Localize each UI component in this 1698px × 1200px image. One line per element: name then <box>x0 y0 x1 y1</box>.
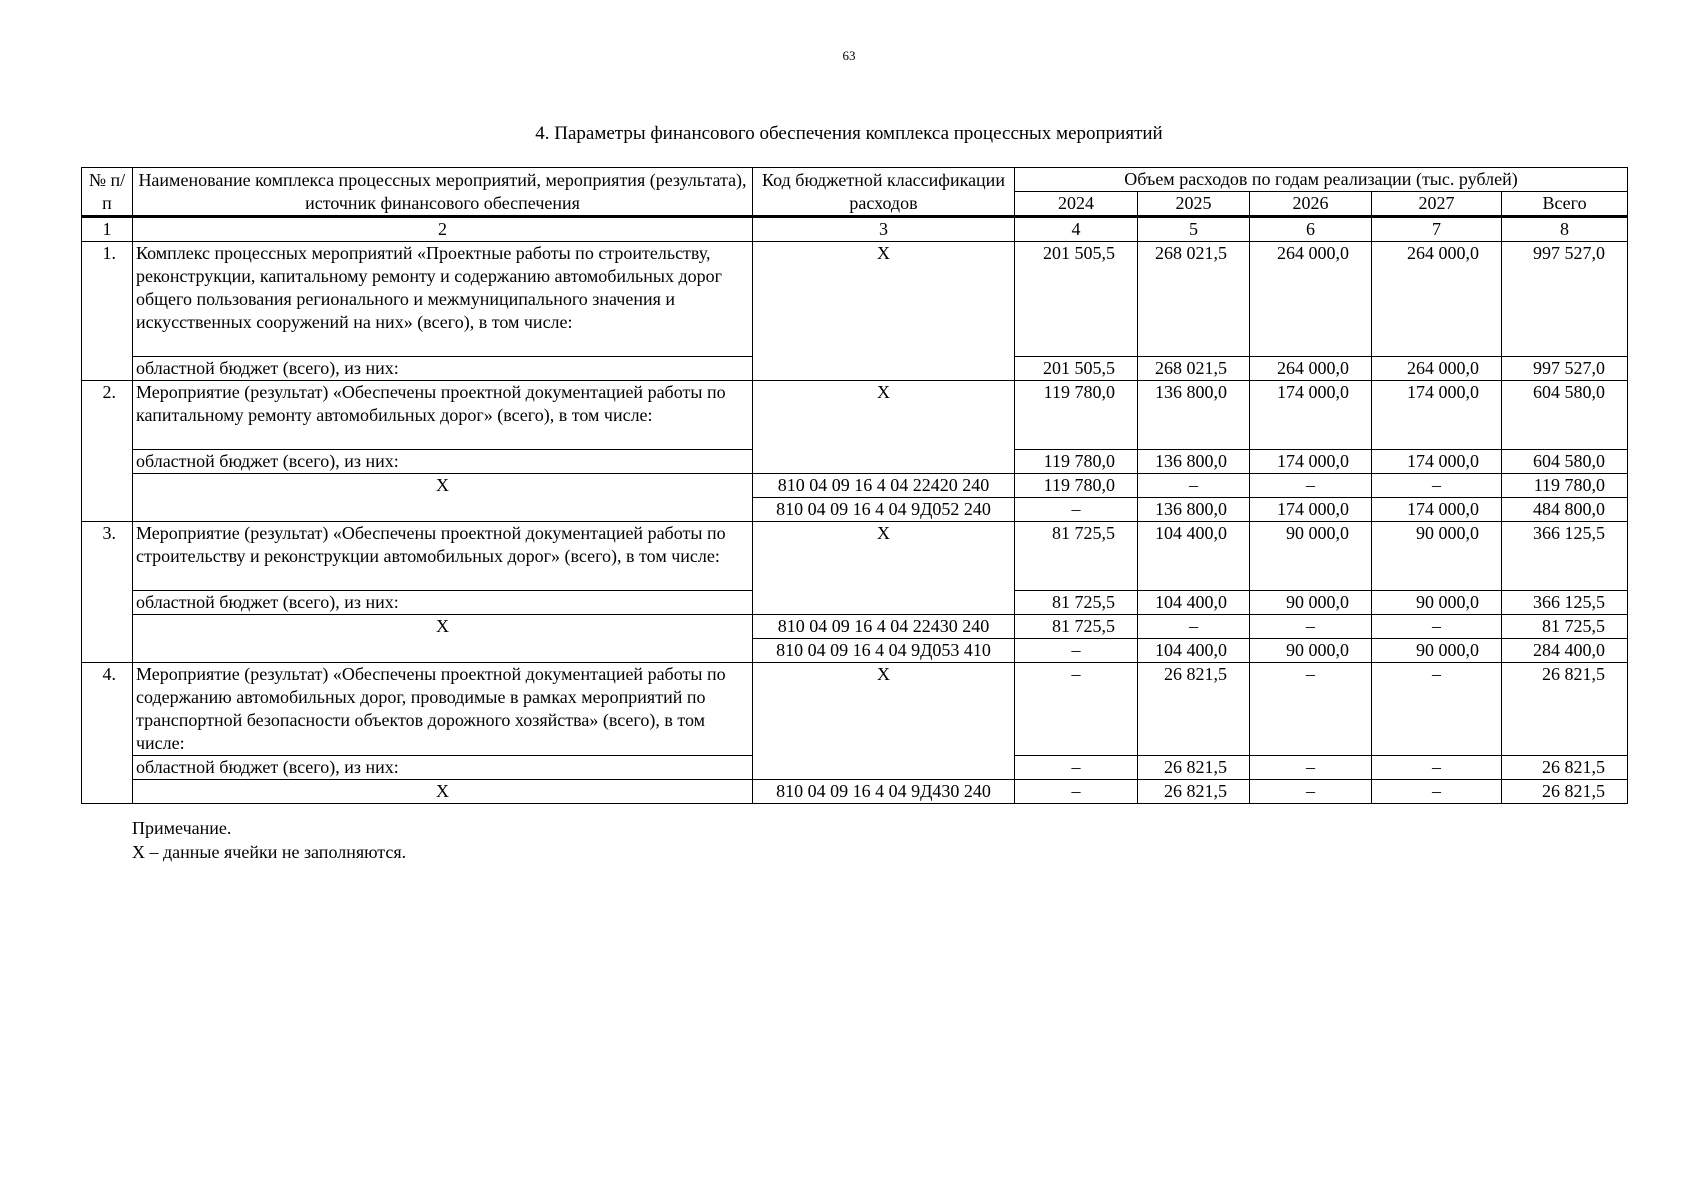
column-number: 3 <box>753 217 1015 242</box>
value-cell: – <box>1138 474 1250 498</box>
value-cell: – <box>1250 474 1372 498</box>
header-code: Код бюджетной классификации расходов <box>753 168 1015 217</box>
value-cell: 136 800,0 <box>1138 381 1250 450</box>
value-cell: 26 821,5 <box>1138 756 1250 780</box>
table-row <box>82 381 1628 450</box>
row-number: 2. <box>82 381 133 522</box>
notes <box>132 816 406 864</box>
value-cell: – <box>1015 780 1138 804</box>
value-cell: – <box>1372 615 1502 639</box>
value-cell: – <box>1372 756 1502 780</box>
value-cell: – <box>1372 663 1502 756</box>
value-cell: – <box>1250 615 1372 639</box>
value-cell: 264 000,0 <box>1372 357 1502 381</box>
table-row <box>82 615 1628 639</box>
value-cell: – <box>1138 615 1250 639</box>
value-cell: 174 000,0 <box>1372 498 1502 522</box>
value-cell: 26 821,5 <box>1502 663 1628 756</box>
value-cell: 104 400,0 <box>1138 639 1250 663</box>
row-name: Мероприятие (результат) «Обеспечены проектной документацией работы по содержанию автомобильных дорог, проводимые в рамках мероприятий по транспортной безопасности объектов дорожного хозяйства» (всего), в том числе: <box>133 663 753 756</box>
value-cell: 26 821,5 <box>1138 780 1250 804</box>
value-cell: – <box>1250 663 1372 756</box>
value-cell: 81 725,5 <box>1015 615 1138 639</box>
value-cell: 119 780,0 <box>1015 474 1138 498</box>
header-year: 2027 <box>1372 192 1502 217</box>
value-cell: 997 527,0 <box>1502 357 1628 381</box>
value-cell: 174 000,0 <box>1250 498 1372 522</box>
value-cell: 104 400,0 <box>1138 591 1250 615</box>
row-name: Комплекс процессных мероприятий «Проектные работы по строительству, реконструкции, капитальному ремонту и содержанию автомобильных дорог общего пользования регионального и межмуниципального значения и искусственных сооружений на них» (всего), в том числе: <box>133 242 753 357</box>
value-cell: – <box>1015 639 1138 663</box>
value-cell: 119 780,0 <box>1015 450 1138 474</box>
header-total: Всего <box>1502 192 1628 217</box>
row-code: X <box>753 522 1015 615</box>
value-cell: 284 400,0 <box>1502 639 1628 663</box>
sub-label: X <box>133 615 753 663</box>
value-cell: – <box>1250 780 1372 804</box>
value-cell: 997 527,0 <box>1502 242 1628 357</box>
row-code: X <box>753 381 1015 474</box>
budget-code: 810 04 09 16 4 04 9Д052 240 <box>753 498 1015 522</box>
value-cell: – <box>1015 756 1138 780</box>
header-volume: Объем расходов по годам реализации (тыс. рублей) <box>1015 168 1628 192</box>
column-number: 6 <box>1250 217 1372 242</box>
value-cell: 90 000,0 <box>1250 591 1372 615</box>
budget-code: 810 04 09 16 4 04 22430 240 <box>753 615 1015 639</box>
value-cell: 119 780,0 <box>1502 474 1628 498</box>
header-num: № п/п <box>82 168 133 217</box>
value-cell: 90 000,0 <box>1372 522 1502 591</box>
value-cell: 264 000,0 <box>1372 242 1502 357</box>
budget-label: областной бюджет (всего), из них: <box>133 591 753 615</box>
value-cell: 81 725,5 <box>1015 591 1138 615</box>
value-cell: 484 800,0 <box>1502 498 1628 522</box>
sub-label: X <box>133 474 753 522</box>
value-cell: 174 000,0 <box>1250 450 1372 474</box>
table-row <box>82 242 1628 357</box>
value-cell: 119 780,0 <box>1015 381 1138 450</box>
value-cell: 366 125,5 <box>1502 522 1628 591</box>
value-cell: 174 000,0 <box>1372 381 1502 450</box>
value-cell: – <box>1372 474 1502 498</box>
value-cell: 264 000,0 <box>1250 242 1372 357</box>
header-year: 2025 <box>1138 192 1250 217</box>
table-row <box>82 780 1628 804</box>
value-cell: – <box>1015 498 1138 522</box>
value-cell: 201 505,5 <box>1015 357 1138 381</box>
row-code: X <box>753 242 1015 381</box>
value-cell: 366 125,5 <box>1502 591 1628 615</box>
value-cell: 90 000,0 <box>1250 522 1372 591</box>
value-cell: 81 725,5 <box>1502 615 1628 639</box>
financing-table <box>81 167 1628 804</box>
page-number: 63 <box>842 48 856 63</box>
value-cell: 604 580,0 <box>1502 381 1628 450</box>
column-number: 7 <box>1372 217 1502 242</box>
row-number: 1. <box>82 242 133 381</box>
row-number: 3. <box>82 522 133 663</box>
value-cell: – <box>1372 780 1502 804</box>
notes-heading: Примечание. <box>132 818 232 838</box>
value-cell: 81 725,5 <box>1015 522 1138 591</box>
value-cell: 90 000,0 <box>1250 639 1372 663</box>
value-cell: – <box>1250 756 1372 780</box>
table-row <box>82 522 1628 591</box>
budget-label: областной бюджет (всего), из них: <box>133 450 753 474</box>
column-number: 8 <box>1502 217 1628 242</box>
value-cell: 264 000,0 <box>1250 357 1372 381</box>
header-year: 2026 <box>1250 192 1372 217</box>
column-number: 5 <box>1138 217 1250 242</box>
budget-code: 810 04 09 16 4 04 9Д430 240 <box>753 780 1015 804</box>
header-year: 2024 <box>1015 192 1138 217</box>
table-row <box>82 474 1628 498</box>
row-name: Мероприятие (результат) «Обеспечены проектной документацией работы по строительству и реконструкции автомобильных дорог» (всего), в том числе: <box>133 522 753 591</box>
value-cell: 136 800,0 <box>1138 450 1250 474</box>
column-number: 2 <box>133 217 753 242</box>
column-number: 1 <box>82 217 133 242</box>
budget-code: 810 04 09 16 4 04 9Д053 410 <box>753 639 1015 663</box>
row-code: X <box>753 663 1015 780</box>
budget-code: 810 04 09 16 4 04 22420 240 <box>753 474 1015 498</box>
value-cell: 604 580,0 <box>1502 450 1628 474</box>
table-row <box>82 663 1628 756</box>
value-cell: 201 505,5 <box>1015 242 1138 357</box>
value-cell: 268 021,5 <box>1138 357 1250 381</box>
value-cell: – <box>1015 663 1138 756</box>
value-cell: 104 400,0 <box>1138 522 1250 591</box>
value-cell: 26 821,5 <box>1502 756 1628 780</box>
row-name: Мероприятие (результат) «Обеспечены проектной документацией работы по капитальному ремонту автомобильных дорог» (всего), в том числе: <box>133 381 753 450</box>
value-cell: 174 000,0 <box>1372 450 1502 474</box>
value-cell: 90 000,0 <box>1372 591 1502 615</box>
page-title: 4. Параметры финансового обеспечения комплекса процессных мероприятий <box>535 123 1163 144</box>
column-number: 4 <box>1015 217 1138 242</box>
sub-label: X <box>133 780 753 804</box>
header-name: Наименование комплекса процессных мероприятий, мероприятия (результата), источник финансового обеспечения <box>133 168 753 217</box>
value-cell: 174 000,0 <box>1250 381 1372 450</box>
value-cell: 26 821,5 <box>1138 663 1250 756</box>
budget-label: областной бюджет (всего), из них: <box>133 357 753 381</box>
notes-text: X – данные ячейки не заполняются. <box>132 842 407 862</box>
budget-label: областной бюджет (всего), из них: <box>133 756 753 780</box>
value-cell: 268 021,5 <box>1138 242 1250 357</box>
value-cell: 90 000,0 <box>1372 639 1502 663</box>
value-cell: 26 821,5 <box>1502 780 1628 804</box>
value-cell: 136 800,0 <box>1138 498 1250 522</box>
row-number: 4. <box>82 663 133 804</box>
